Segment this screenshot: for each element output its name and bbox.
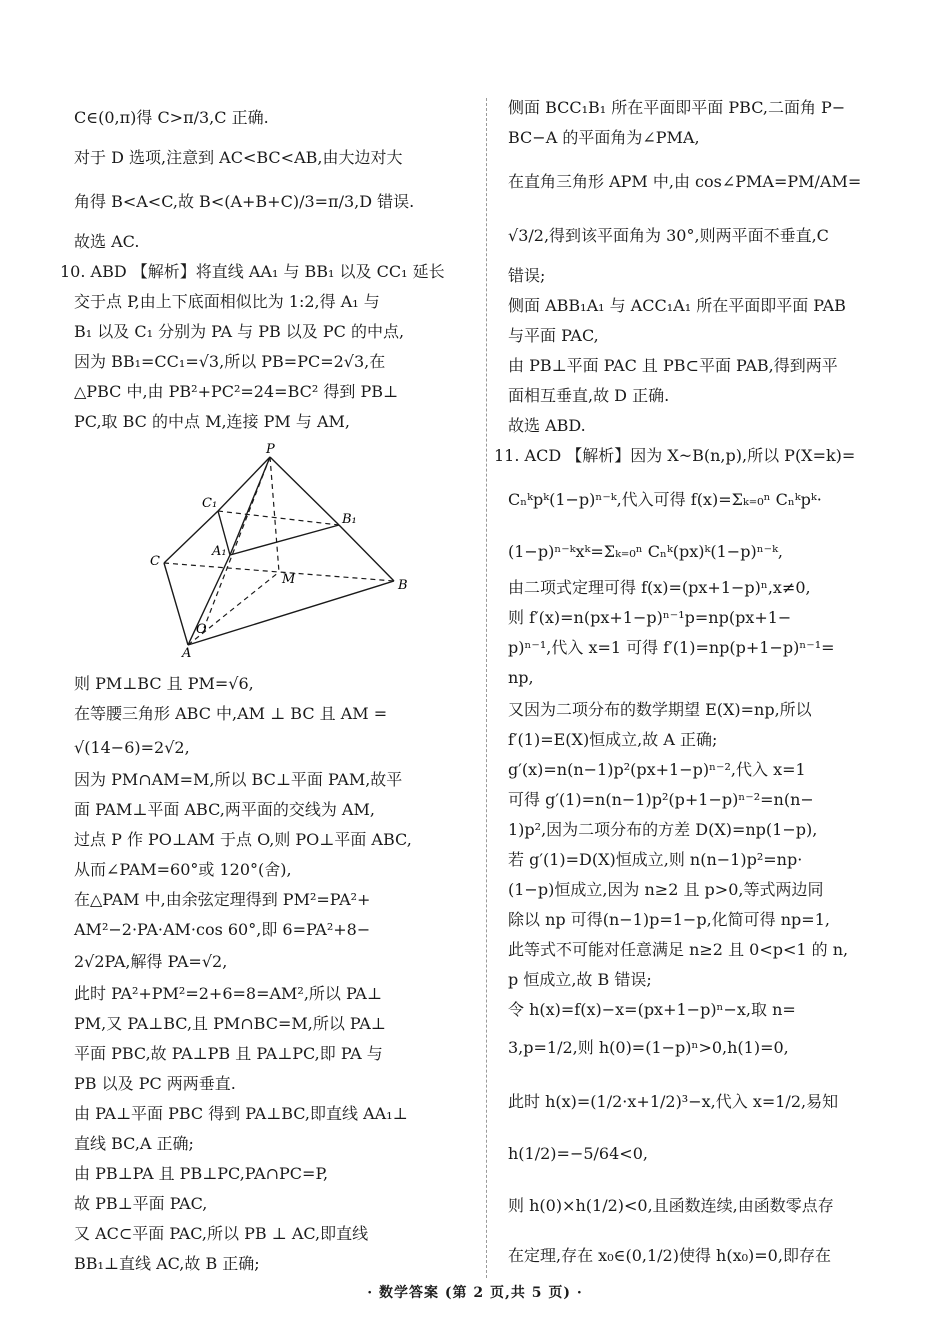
text-line: (1−p)ⁿ⁻ᵏxᵏ=Σₖ₌₀ⁿ Cₙᵏ(px)ᵏ(1−p)ⁿ⁻ᵏ, [508,542,783,561]
text-line: 2√2PA,解得 PA=√2, [74,952,228,971]
edge-PM [270,457,279,572]
edge-C1B1 [218,511,339,525]
label-P: P [266,443,275,457]
text-line: g′(x)=n(n−1)p²(px+1−p)ⁿ⁻²,代入 x=1 [508,760,806,779]
text-line: Cₙᵏpᵏ(1−p)ⁿ⁻ᵏ,代入可得 f(x)=Σₖ₌₀ⁿ Cₙᵏpᵏ· [508,490,822,509]
text-line: 面相互垂直,故 D 正确. [508,386,670,405]
text-line: 除以 np 可得(n−1)p=1−p,化简可得 np=1, [508,910,830,929]
edge-AB [188,581,394,645]
text-line: 此时 PA²+PM²=2+6=8=AM²,所以 PA⊥ [74,984,382,1003]
label-C: C [150,554,160,569]
text-line: 角得 B<A<C,故 B<(A+B+C)/3=π/3,D 错误. [74,192,415,211]
column-divider [486,98,487,1278]
text-line: 面 PAM⊥平面 ABC,两平面的交线为 AM, [74,800,375,819]
text-line: p)ⁿ⁻¹,代入 x=1 可得 f′(1)=np(p+1−p)ⁿ⁻¹= [508,638,835,657]
text-line: BB₁⊥直线 AC,故 B 正确; [74,1254,260,1273]
text-line: 3,p=1/2,则 h(0)=(1−p)ⁿ>0,h(1)=0, [508,1038,789,1057]
text-line: f′(1)=E(X)恒成立,故 A 正确; [508,730,718,749]
text-line: np, [508,668,534,687]
text-line: 由二项式定理可得 f(x)=(px+1−p)ⁿ,x≠0, [508,578,811,597]
text-line: 故选 ABD. [508,416,586,435]
text-line: 由 PA⊥平面 PBC 得到 PA⊥BC,即直线 AA₁⊥ [74,1104,408,1123]
text-line: 平面 PBC,故 PA⊥PB 且 PA⊥PC,即 PA 与 [74,1044,383,1063]
text-line: 令 h(x)=f(x)−x=(px+1−p)ⁿ−x,取 n= [508,1000,796,1019]
text-line: 过点 P 作 PO⊥AM 于点 O,则 PO⊥平面 ABC, [74,830,412,849]
text-line: 此等式不可能对任意满足 n≥2 且 0<p<1 的 n, [508,940,849,959]
text-line: 错误; [508,266,546,285]
question-10-heading: 10. ABD 【解析】将直线 AA₁ 与 BB₁ 以及 CC₁ 延长 [60,262,445,281]
text-line: 则 PM⊥BC 且 PM=√6, [74,674,254,693]
edge-C1C [164,511,218,563]
text-line: △PBC 中,由 PB²+PC²=24=BC² 得到 PB⊥ [74,382,399,401]
text-line: AM²−2·PA·AM·cos 60°,即 6=PA²+8− [74,920,371,939]
label-B: B [398,578,408,593]
text-line: BC−A 的平面角为∠PMA, [508,128,700,147]
text-line: 若 g′(1)=D(X)恒成立,则 n(n−1)p²=np· [508,850,803,869]
text-line: 侧面 BCC₁B₁ 所在平面即平面 PBC,二面角 P− [508,98,846,117]
label-A: A [182,646,192,658]
text-line: (1−p)恒成立,因为 n≥2 且 p>0,等式两边同 [508,880,824,899]
text-line: 从而∠PAM=60°或 120°(舍), [74,860,292,879]
edge-PA1 [230,457,270,555]
edge-PC1 [218,457,270,511]
edge-PB1 [270,457,339,525]
label-M: M [282,572,296,587]
text-line: C∈(0,π)得 C>π/3,C 正确. [74,108,269,127]
text-line: 与平面 PAC, [508,326,599,345]
text-line: 交于点 P,由上下底面相似比为 1:2,得 A₁ 与 [74,292,380,311]
text-line: p 恒成立,故 B 错误; [508,970,652,989]
edge-PO [204,457,270,628]
text-line: 则 h(0)×h(1/2)<0,且函数连续,由函数零点存 [508,1196,834,1215]
text-line: 对于 D 选项,注意到 AC<BC<AB,由大边对大 [74,148,403,167]
text-line: 此时 h(x)=(1/2·x+1/2)³−x,代入 x=1/2,易知 [508,1092,839,1111]
text-line: 直线 BC,A 正确; [74,1134,194,1153]
edge-CA [164,563,188,645]
label-B1: B₁ [342,512,357,527]
text-line: 在直角三角形 APM 中,由 cos∠PMA=PM/AM= [508,172,862,191]
text-line: 故选 AC. [74,232,140,251]
edge-B1B [339,525,394,581]
edge-A1A [188,555,230,645]
question-11-heading: 11. ACD 【解析】因为 X~B(n,p),所以 P(X=k)= [494,446,856,465]
text-line: 又 AC⊂平面 PAC,所以 PB ⊥ AC,即直线 [74,1224,369,1243]
label-A1: A₁ [212,544,227,559]
text-line: 又因为二项分布的数学期望 E(X)=np,所以 [508,700,812,719]
text-line: 侧面 ABB₁A₁ 与 ACC₁A₁ 所在平面即平面 PAB [508,296,846,315]
page-footer: · 数学答案 (第 2 页,共 5 页) · [367,1285,583,1301]
text-line: 在定理,存在 x₀∈(0,1/2)使得 h(x₀)=0,即存在 [508,1246,831,1265]
geometry-figure [142,443,422,658]
text-line: 由 PB⊥平面 PAC 且 PB⊂平面 PAB,得到两平 [508,356,838,375]
text-line: 故 PB⊥平面 PAC, [74,1194,208,1213]
text-line: 可得 g′(1)=n(n−1)p²(p+1−p)ⁿ⁻²=n(n− [508,790,814,809]
label-C1: C₁ [202,496,218,511]
text-line: 1)p²,因为二项分布的方差 D(X)=np(1−p), [508,820,818,839]
text-line: 因为 BB₁=CC₁=√3,所以 PB=PC=2√3,在 [74,352,386,371]
text-line: 在等腰三角形 ABC 中,AM ⊥ BC 且 AM = [74,704,388,723]
text-line: h(1/2)=−5/64<0, [508,1144,648,1163]
text-line: PC,取 BC 的中点 M,连接 PM 与 AM, [74,412,350,431]
text-line: B₁ 以及 C₁ 分别为 PA 与 PB 以及 PC 的中点, [74,322,405,341]
text-line: √(14−6)=2√2, [74,738,190,757]
edge-A1B1 [230,525,339,555]
text-line: 则 f′(x)=n(px+1−p)ⁿ⁻¹p=np(px+1− [508,608,792,627]
text-line: 在△PAM 中,由余弦定理得到 PM²=PA²+ [74,890,371,909]
label-O: O [196,622,207,637]
text-line: √3/2,得到该平面角为 30°,则两平面不垂直,C [508,226,829,245]
text-line: 由 PB⊥PA 且 PB⊥PC,PA∩PC=P, [74,1164,329,1183]
text-line: PB 以及 PC 两两垂直. [74,1074,236,1093]
text-line: PM,又 PA⊥BC,且 PM∩BC=M,所以 PA⊥ [74,1014,386,1033]
text-line: 因为 PM∩AM=M,所以 BC⊥平面 PAM,故平 [74,770,403,789]
